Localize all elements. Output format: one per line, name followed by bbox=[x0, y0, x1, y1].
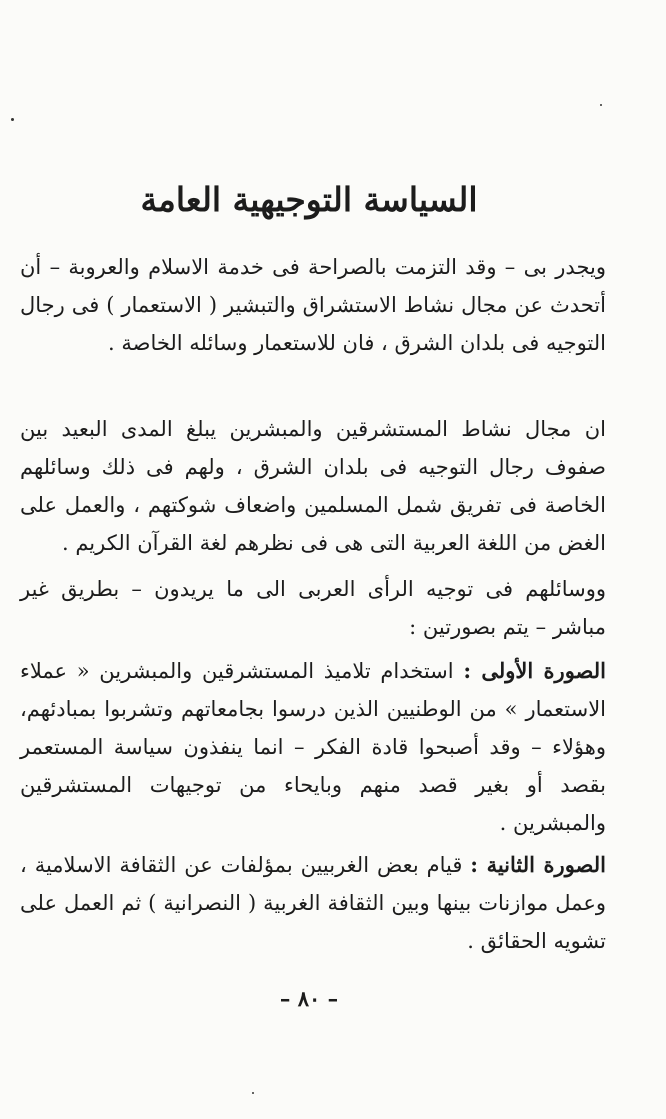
paragraph-2 bbox=[20, 410, 606, 562]
paper-speck bbox=[11, 118, 14, 121]
paper-speck bbox=[252, 1092, 254, 1094]
paper-speck bbox=[600, 104, 602, 106]
paragraph-5-lead: الصورة الثانية : bbox=[470, 852, 606, 877]
paragraph-3-text: ووسائلهم فى توجيه الرأى العربى الى ما يريدون – بطريق غير مباشر – يتم بصورتين : bbox=[20, 577, 606, 639]
paragraph-4-text: استخدام تلاميذ المستشرقين والمبشرين « عملاء الاستعمار » من الوطنيين الذين درسوا بجامعاتهم وتشربوا بمبادئهم، وهؤلاء – وقد أصبحوا قادة الفكر – انما ينفذون سياسة المستعمر بقصد أو بغير قصد منهم وبايحاء من توجيهات المستشرقين والمبشرين . bbox=[20, 659, 606, 835]
paragraph-2-text: ان مجال نشاط المستشرقين والمبشرين يبلغ المدى البعيد بين صفوف رجال التوجيه فى بلدان الشرق ، ولهم فى ذلك وسائلهم الخاصة فى تفريق شمل المسلمين واضعاف شوكتهم ، والعمل على الغض من اللغة العربية التى هى فى نظرهم لغة القرآن الكريم . bbox=[20, 417, 606, 555]
paragraph-1 bbox=[20, 248, 606, 362]
paragraph-1-text: ويجدر بى – وقد التزمت بالصراحة فى خدمة الاسلام والعروبة – أن أتحدث عن مجال نشاط الاستشراق والتبشير ( الاستعمار ) فى رجال التوجيه فى بلدان الشرق ، فان للاستعمار وسائله الخاصة . bbox=[20, 255, 606, 355]
paragraph-3 bbox=[20, 570, 606, 646]
page-number: – ٨٠ – bbox=[279, 986, 339, 1011]
page-title: السياسة التوجيهية العامة bbox=[140, 180, 478, 219]
paragraph-4-lead: الصورة الأولى : bbox=[463, 658, 606, 683]
paragraph-5-text: قيام بعض الغربيين بمؤلفات عن الثقافة الاسلامية ، وعمل موازنات بينها وبين الثقافة الغربية ( النصرانية ) ثم العمل على تشويه الحقائق . bbox=[20, 853, 606, 953]
paragraph-4 bbox=[20, 652, 606, 842]
paragraph-5 bbox=[20, 846, 606, 960]
